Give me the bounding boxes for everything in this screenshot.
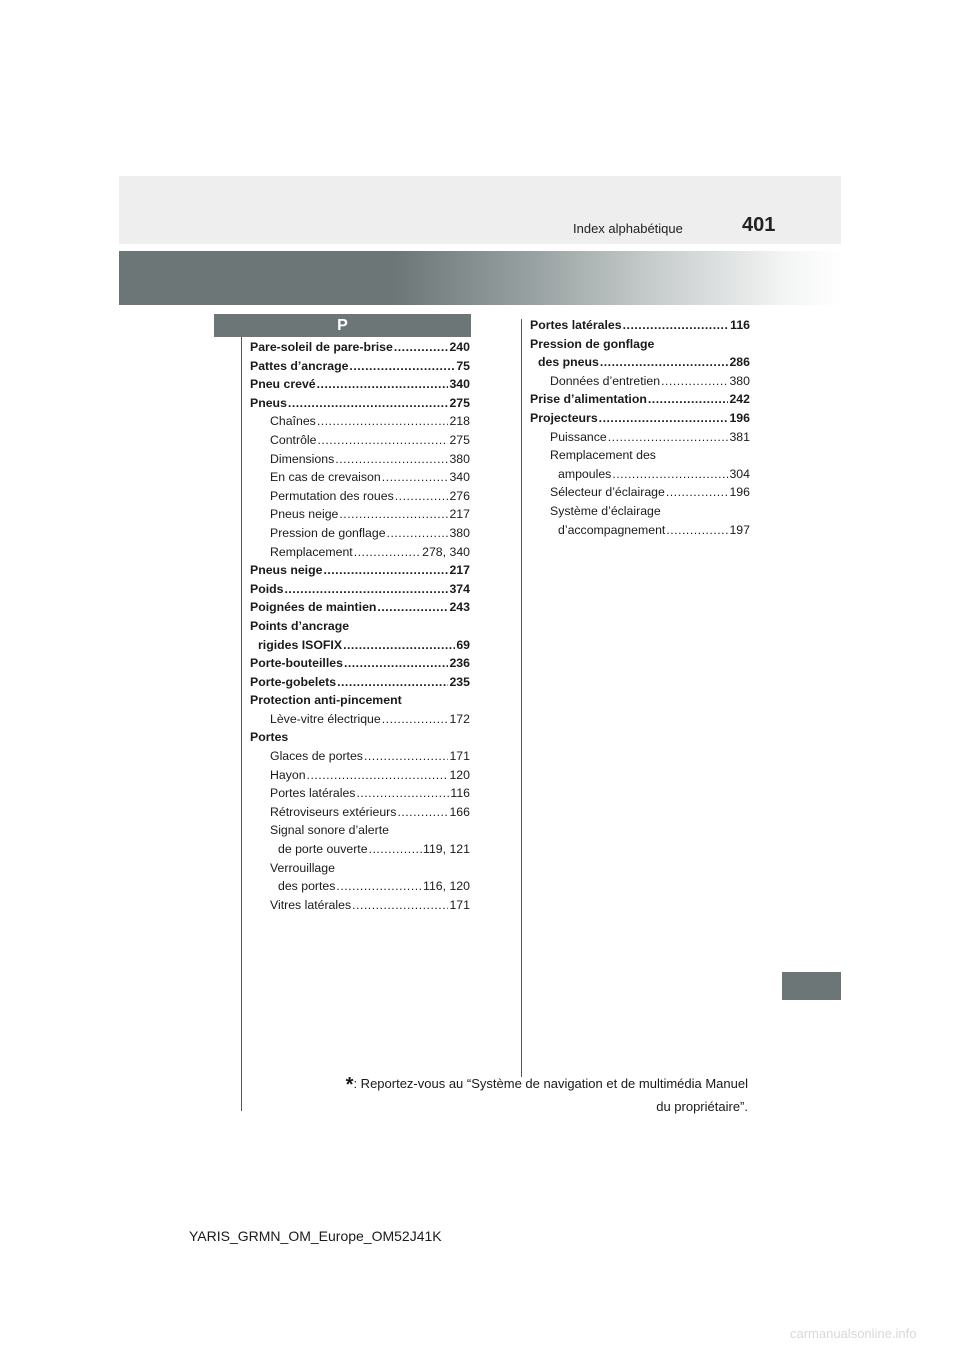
index-entry — [250, 859, 470, 878]
index-entry — [250, 543, 470, 562]
index-entry-term: Prise d’alimentation — [530, 392, 647, 407]
index-entry-term: Pression de gonflage — [530, 336, 655, 351]
index-entry-term: Sélecteur d’éclairage — [550, 485, 665, 500]
header-band — [119, 176, 841, 244]
index-entry-term: Système d’éclairage — [550, 503, 661, 518]
column-divider-middle — [521, 319, 522, 1077]
leader-dots — [335, 450, 448, 469]
index-entry-page: 75 — [456, 358, 470, 373]
index-entry-page: 381 — [729, 429, 750, 444]
leader-dots — [337, 673, 448, 692]
index-entry-page: 380 — [449, 451, 470, 466]
index-entry-page: 340 — [449, 377, 470, 392]
leader-dots — [354, 543, 421, 562]
index-entry — [250, 617, 470, 636]
index-entry — [530, 502, 750, 521]
index-entry-term: Rétroviseurs extérieurs — [270, 804, 397, 819]
index-entry-page: 120 — [449, 767, 470, 782]
leader-dots — [339, 505, 448, 524]
index-entry — [250, 338, 470, 357]
leader-dots — [369, 840, 422, 859]
index-entry-page: 197 — [729, 522, 750, 537]
index-entry — [530, 335, 750, 354]
index-entry — [530, 483, 750, 502]
index-entry-term: Pneus neige — [270, 507, 339, 522]
leader-dots — [648, 390, 729, 409]
index-entry-page: 116 — [450, 786, 470, 801]
index-entry-page: 171 — [449, 749, 470, 764]
index-entry-page: 275 — [449, 395, 470, 410]
index-entry-term: d’accompagnement — [558, 522, 666, 537]
index-entry — [250, 654, 470, 673]
leader-dots — [382, 468, 449, 487]
leader-dots — [397, 803, 448, 822]
index-entry-page: 217 — [449, 563, 470, 578]
index-entry-term: Porte-gobelets — [250, 674, 337, 689]
index-letter-tab: P — [214, 314, 471, 337]
index-entry-term: rigides ISOFIX — [258, 637, 343, 652]
index-entry-term: Projecteurs — [530, 410, 598, 425]
index-entry — [250, 636, 470, 655]
index-entry — [250, 691, 470, 710]
leader-dots — [343, 636, 455, 655]
index-entry-term: Glaces de portes — [270, 749, 363, 764]
index-entry — [250, 728, 470, 747]
leader-dots — [599, 409, 729, 428]
leader-dots — [377, 598, 448, 617]
index-entry — [250, 412, 470, 431]
index-entry-page: 196 — [729, 410, 750, 425]
leader-dots — [307, 766, 449, 785]
index-entry — [530, 316, 750, 335]
index-entry-term: Points d’ancrage — [250, 618, 350, 633]
index-entry-term: Lève-vitre électrique — [270, 711, 381, 726]
index-entry — [250, 561, 470, 580]
leader-dots — [356, 784, 449, 803]
footnote-line-1: : Reportez-vous au “Système de navigation et de multimédia Manuel — [353, 1076, 748, 1091]
index-entry — [250, 375, 470, 394]
chapter-side-tab — [782, 972, 841, 1000]
index-entry-term: Pneus — [250, 395, 287, 410]
watermark: carmanualsonline.info — [790, 1326, 917, 1341]
index-entry-page: 278, 340 — [422, 544, 470, 559]
index-entry-page: 218 — [449, 414, 470, 429]
index-entry-page: 116, 120 — [423, 879, 470, 894]
index-entry-term: ampoules — [558, 466, 612, 481]
index-entry — [250, 598, 470, 617]
index-entry-page: 276 — [449, 488, 470, 503]
index-column-left — [250, 338, 470, 914]
leader-dots — [323, 561, 448, 580]
index-entry-page: 242 — [729, 392, 750, 407]
index-entry-page: 166 — [449, 804, 470, 819]
index-entry — [250, 450, 470, 469]
index-entry-term: Portes latérales — [270, 786, 356, 801]
index-entry-term: Poids — [250, 581, 284, 596]
leader-dots — [623, 316, 730, 335]
leader-dots — [317, 375, 449, 394]
index-entry — [250, 840, 470, 859]
index-entry-term: Remplacement — [270, 544, 353, 559]
leader-dots — [288, 394, 449, 413]
index-entry-term: des pneus — [538, 355, 599, 370]
index-entry — [250, 357, 470, 376]
index-entry — [250, 821, 470, 840]
index-entry-term: Verrouillage — [270, 860, 335, 875]
index-entry-term: Pneu crevé — [250, 377, 316, 392]
index-entry-page: 116 — [730, 318, 750, 332]
leader-dots — [317, 412, 449, 431]
index-entry — [250, 580, 470, 599]
leader-dots — [600, 353, 729, 372]
leader-dots — [395, 487, 449, 506]
index-entry-term: Pneus neige — [250, 563, 323, 578]
index-entry-page: 119, 121 — [423, 842, 470, 857]
index-entry — [250, 468, 470, 487]
index-column-right — [530, 316, 750, 539]
index-entry-page: 275 — [449, 432, 470, 447]
index-entry-term: Pression de gonflage — [270, 525, 386, 540]
index-entry — [250, 766, 470, 785]
index-entry — [250, 784, 470, 803]
leader-dots — [612, 465, 728, 484]
leader-dots — [284, 580, 448, 599]
index-entry-page: 380 — [449, 525, 470, 540]
index-entry-page: 380 — [729, 373, 750, 388]
index-entry-page: 196 — [729, 485, 750, 500]
document-id: YARIS_GRMN_OM_Europe_OM52J41K — [189, 1228, 442, 1244]
index-entry-term: Poignées de maintien — [250, 600, 377, 615]
index-entry-term: Permutation des roues — [270, 488, 394, 503]
leader-dots — [317, 431, 448, 450]
index-entry — [250, 803, 470, 822]
index-entry — [250, 673, 470, 692]
leader-dots — [352, 896, 448, 915]
index-entry-page: 240 — [449, 340, 470, 354]
leader-dots — [382, 710, 449, 729]
column-divider-left — [241, 337, 242, 1111]
index-entry — [530, 521, 750, 540]
index-entry-page: 236 — [449, 656, 470, 671]
index-entry — [530, 446, 750, 465]
index-entry-term: Chaînes — [270, 414, 316, 429]
index-entry-term: Protection anti-pincement — [250, 693, 402, 708]
index-entry-term: Porte-bouteilles — [250, 656, 343, 671]
index-entry — [250, 877, 470, 896]
chapter-band — [119, 251, 841, 305]
leader-dots — [666, 483, 729, 502]
index-entry-term: Portes latérales — [530, 318, 622, 332]
leader-dots — [364, 747, 449, 766]
leader-dots — [387, 524, 449, 543]
index-entry-term: Vitres latérales — [270, 897, 352, 912]
index-entry-term: Contrôle — [270, 432, 317, 447]
index-entry-page: 304 — [729, 466, 750, 481]
index-entry-term: Signal sonore d’alerte — [270, 823, 389, 838]
leader-dots — [344, 654, 449, 673]
index-entry-page: 374 — [449, 581, 470, 596]
index-entry — [250, 710, 470, 729]
index-entry — [530, 353, 750, 372]
section-title: Index alphabétique — [573, 221, 683, 236]
leader-dots — [394, 338, 449, 357]
index-entry — [530, 390, 750, 409]
leader-dots — [608, 428, 729, 447]
index-entry-page: 286 — [729, 355, 750, 370]
index-entry-term: de porte ouverte — [278, 842, 368, 857]
index-entry-page: 217 — [449, 507, 470, 522]
index-entry-page: 69 — [456, 637, 470, 652]
footnote-line-2: du propriétaire”. — [656, 1099, 748, 1114]
leader-dots — [349, 357, 455, 376]
index-entry — [530, 465, 750, 484]
index-entry — [250, 431, 470, 450]
index-entry — [250, 896, 470, 915]
index-entry — [250, 487, 470, 506]
index-entry-page: 171 — [449, 897, 470, 912]
index-entry — [250, 394, 470, 413]
index-entry-term: Pattes d’ancrage — [250, 358, 349, 373]
index-entry-page: 340 — [449, 470, 470, 485]
index-entry-page: 235 — [449, 674, 470, 689]
index-entry-page: 172 — [449, 711, 470, 726]
footnote-marker: * — [345, 1074, 354, 1096]
index-entry-page: 243 — [449, 600, 470, 615]
leader-dots — [666, 521, 728, 540]
index-entry-term: Données d’entretien — [550, 373, 661, 388]
index-entry-term: des portes — [278, 879, 336, 894]
index-entry-term: En cas de crevaison — [270, 470, 381, 485]
index-entry-term: Portes — [250, 730, 289, 745]
index-entry-term: Hayon — [270, 767, 306, 782]
footnote — [346, 1073, 748, 1117]
index-entry — [250, 524, 470, 543]
index-entry-term: Dimensions — [270, 451, 335, 466]
index-entry — [530, 428, 750, 447]
leader-dots — [661, 372, 728, 391]
index-entry — [250, 747, 470, 766]
leader-dots — [336, 877, 422, 896]
index-entry-term: Puissance — [550, 429, 607, 444]
index-entry — [530, 409, 750, 428]
index-entry — [530, 372, 750, 391]
page-number: 401 — [742, 214, 776, 236]
index-entry-term: Pare-soleil de pare-brise — [250, 340, 393, 354]
index-entry — [250, 505, 470, 524]
index-entry-term: Remplacement des — [550, 448, 656, 463]
